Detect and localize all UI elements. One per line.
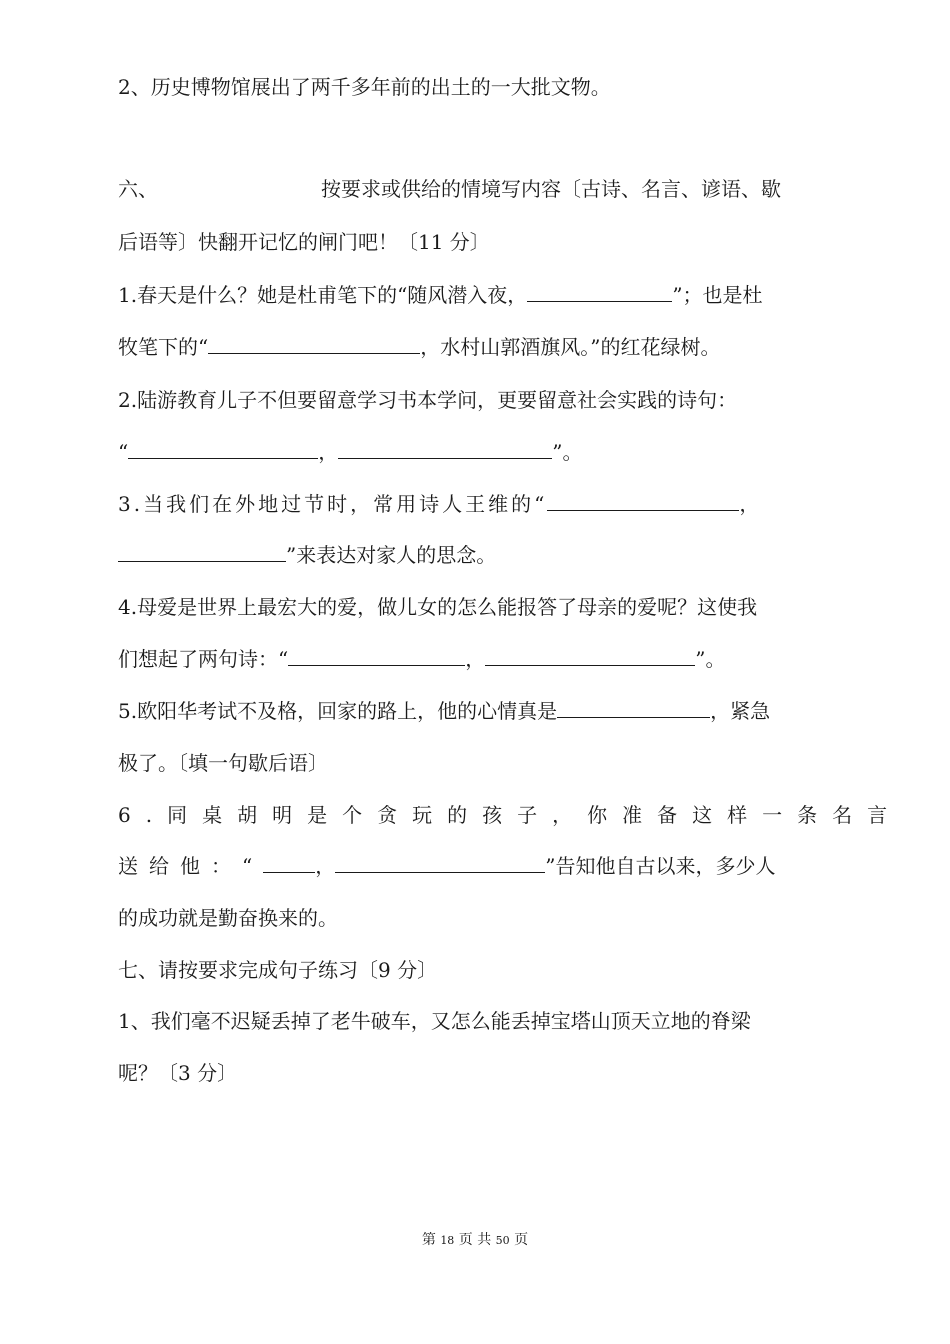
footer-total-pages: 50 <box>495 1234 510 1247</box>
s6-q6-line-2 <box>118 852 775 880</box>
s6-q6-text-b: 送给他：“ <box>118 854 264 878</box>
s6-q4-comma: ， <box>465 647 486 671</box>
s6-q2-line-2 <box>118 438 582 466</box>
answer-blank-6[interactable] <box>118 541 286 562</box>
footer-page-number: 18 <box>440 1234 455 1247</box>
s6-q4-close-quote: ”。 <box>695 647 726 671</box>
s7-q1-line-1: 1、我们毫不迟疑丢掉了老牛破车，又怎么能丢掉宝塔山顶天立地的脊梁 <box>118 1009 751 1033</box>
answer-blank-2[interactable] <box>208 333 420 354</box>
s6-q3-line-1 <box>118 490 762 518</box>
s6-q2-comma: ， <box>318 440 339 464</box>
s6-q1-text-c: 牧笔下的“ <box>118 335 209 359</box>
s6-q4-line-1: 4.母爱是世界上最宏大的爱，做儿女的怎么能报答了母亲的爱呢？这使我 <box>118 595 758 619</box>
s6-q4-text-b: 们想起了两句诗：“ <box>118 647 289 671</box>
s6-q6-line-1: 6.同桌胡明是个贪玩的孩子，你准备这样一条名言 <box>118 803 903 827</box>
answer-blank-8[interactable] <box>485 645 695 666</box>
s6-q1-line-1 <box>118 281 763 309</box>
s6-q5-text-a: 5.欧阳华考试不及格，回家的路上，他的心情真是 <box>118 699 558 723</box>
s6-q5-line-2: 极了。〔填一句歇后语〕 <box>118 751 328 775</box>
section-7-heading: 七、请按要求完成句子练习〔9 分〕 <box>118 958 438 982</box>
answer-blank-4[interactable] <box>338 438 552 459</box>
footer-middle: 页 共 <box>458 1232 492 1248</box>
answer-blank-7[interactable] <box>288 645 465 666</box>
s6-q1-text-d: ，水村山郭酒旗风。”的红花绿树。 <box>420 335 721 359</box>
s6-q3-line-2 <box>118 541 496 569</box>
section-6-heading-text: 按要求或供给的情境写内容〔古诗、名言、谚语、歇 <box>321 177 781 201</box>
s7-q1-line-2: 呢？〔3 分〕 <box>118 1061 238 1085</box>
answer-blank-5[interactable] <box>547 490 739 511</box>
question-2-text: 2、历史博物馆展出了两千多年前的出土的一大批文物。 <box>118 75 611 99</box>
s6-q1-text-a: 1.春天是什么？她是杜甫笔下的“随风潜入夜， <box>118 283 528 307</box>
s6-q6-text-c: ”告知他自古以来，多少人 <box>545 854 776 878</box>
s6-q6-comma: ， <box>315 854 336 878</box>
section-6-number: 六、 <box>118 177 158 201</box>
s6-q3-text-b: ”来表达对家人的思念。 <box>286 543 497 567</box>
s6-q1-line-2 <box>118 333 720 361</box>
section-6-heading-line-1 <box>118 175 781 203</box>
s6-q3-comma: ， <box>739 492 763 516</box>
answer-blank-9[interactable] <box>557 697 710 718</box>
s6-q1-text-b: ”；也是杜 <box>672 283 763 307</box>
answer-blank-1[interactable] <box>527 281 672 302</box>
s6-q3-text-a: 3.当我们在外地过节时，常用诗人王维的“ <box>118 492 548 516</box>
s6-q5-text-b: ，紧急 <box>710 699 771 723</box>
s6-q5-line-1 <box>118 697 770 725</box>
s6-q6-line-3: 的成功就是勤奋换来的。 <box>118 906 338 930</box>
s6-q4-line-2 <box>118 645 725 673</box>
s6-q2-line-1: 2.陆游教育儿子不但要留意学习书本学问，更要留意社会实践的诗句： <box>118 388 738 412</box>
answer-blank-11[interactable] <box>335 852 545 873</box>
section-6-heading-line-2: 后语等〕快翻开记忆的闸门吧！〔11 分〕 <box>118 230 490 254</box>
footer-prefix: 第 <box>421 1232 436 1248</box>
s6-q2-open-quote: “ <box>118 440 129 464</box>
answer-blank-3[interactable] <box>128 438 318 459</box>
answer-blank-10[interactable] <box>263 852 315 873</box>
footer-suffix: 页 <box>514 1232 529 1248</box>
s6-q2-close-quote: ”。 <box>552 440 583 464</box>
page-footer <box>0 1231 950 1250</box>
